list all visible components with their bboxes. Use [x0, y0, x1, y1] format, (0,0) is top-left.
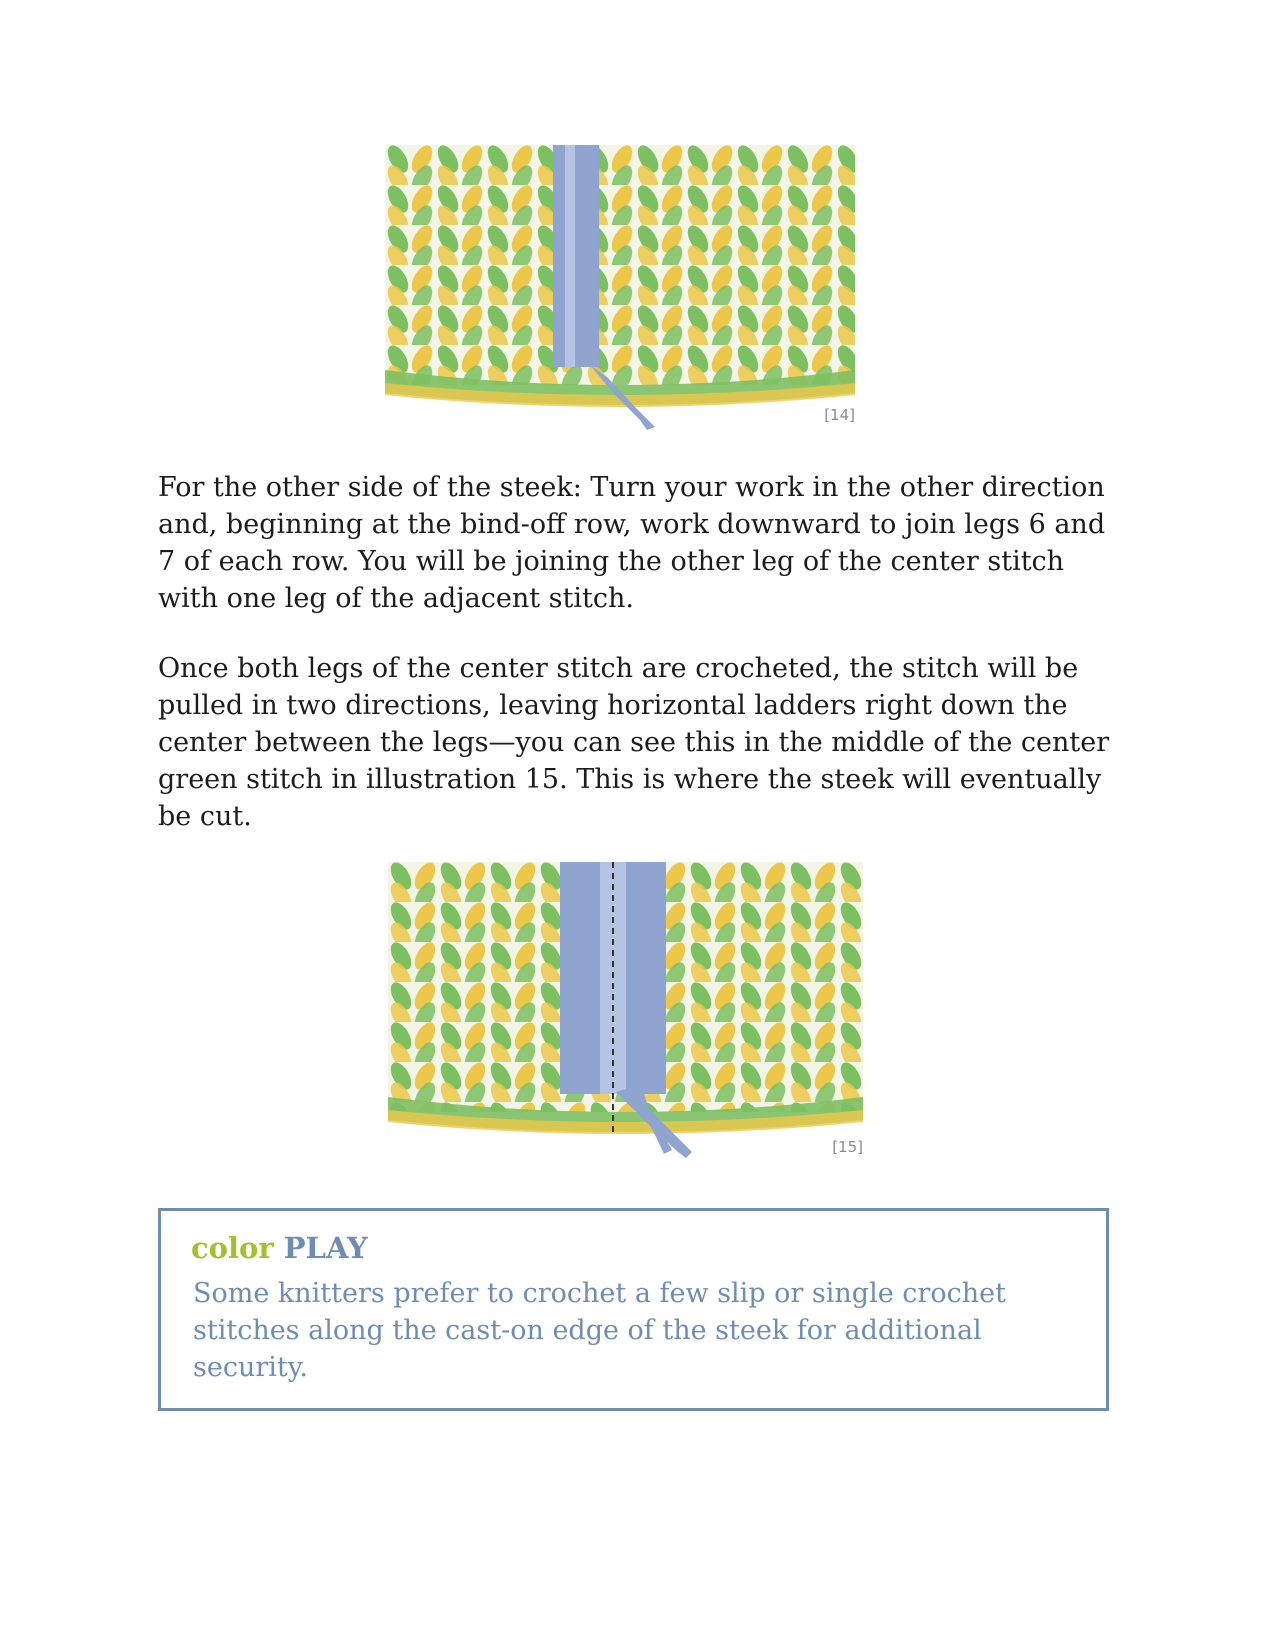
- sidebar-body: Some knitters prefer to crochet a few slip or single crochet stitches along the cast-on edge of the steek for additional security.: [193, 1278, 1006, 1383]
- figure-caption-14: [14]: [824, 406, 855, 424]
- sidebar-title-color: color: [191, 1231, 274, 1265]
- knitting-illustration-14: [385, 145, 875, 435]
- paragraph-other-side: For the other side of the steek: Turn your work in the other direction and, beginning at the bind-off row, work downward to join legs 6 and 7 of each row. You will be joining the other leg of the center stitch with one leg of the adjacent stitch.: [158, 472, 1106, 614]
- sidebar-title-play: PLAY: [283, 1231, 368, 1265]
- color-play-sidebar: [158, 1208, 1109, 1411]
- knitting-illustration-15: [388, 862, 878, 1167]
- figure-caption-15: [15]: [832, 1138, 863, 1156]
- paragraph-center-stitch: Once both legs of the center stitch are crocheted, the stitch will be pulled in two directions, leaving horizontal ladders right down the center between the legs—you can see this in the middle of the center green stitch in illustration 15. This is where the steek will eventually be cut.: [158, 653, 1110, 832]
- sidebar-title: [191, 1231, 368, 1265]
